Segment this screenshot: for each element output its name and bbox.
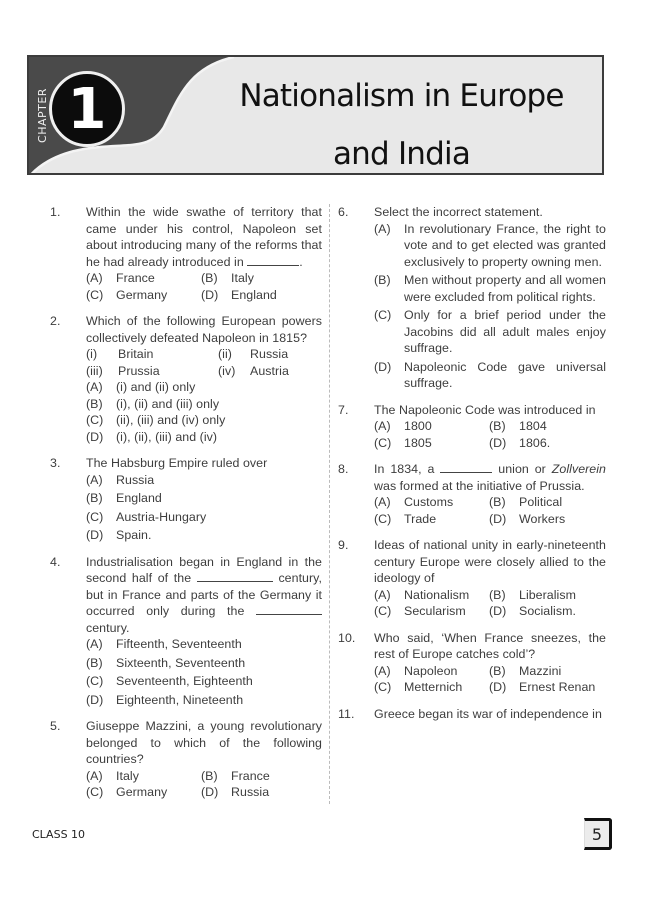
option-a: (A) 1800 xyxy=(374,419,432,433)
fill-in-blank xyxy=(197,571,273,582)
fill-in-blank xyxy=(256,604,322,615)
option-c: (C) Germany xyxy=(86,287,168,302)
question-text: Within the wide swathe of territory that came under his control, Napoleon set about introducing many of the reforms that he had already introduced in . xyxy=(86,205,322,269)
fill-in-blank xyxy=(440,462,492,473)
option-d: (D) England xyxy=(201,287,277,302)
options xyxy=(374,663,606,696)
question-5 xyxy=(50,718,322,801)
option-c: (C) (ii), (iii) and (iv) only xyxy=(86,413,226,427)
question-6 xyxy=(338,204,606,392)
question-number: 5. xyxy=(50,719,61,733)
question-1 xyxy=(50,204,322,303)
option-b: (B) Italy xyxy=(201,271,254,285)
right-column xyxy=(338,204,606,732)
statement-i: (i) Britain xyxy=(86,347,154,361)
question-number: 7. xyxy=(338,402,349,417)
option-c: (C) Germany xyxy=(86,785,168,799)
option-a: (A) In revolutionary France, the right to vote and to get elected was granted exclusively to property owning men. xyxy=(374,221,606,269)
option-b: (B) Mazzini xyxy=(489,663,562,678)
option-c: (C) Trade xyxy=(374,511,437,526)
question-number: 6. xyxy=(338,205,349,219)
question-9 xyxy=(338,537,606,620)
options xyxy=(86,472,322,544)
option-c: (C) Only for a brief period under the Jacobins did all adult males enjoy suffrage. xyxy=(374,308,606,355)
question-11 xyxy=(338,706,606,723)
question-number: 11. xyxy=(338,706,355,721)
question-8 xyxy=(338,461,606,527)
column-divider xyxy=(329,204,330,804)
chapter-title-line-1: Nationalism in Europe xyxy=(239,78,564,114)
question-number: 10. xyxy=(338,630,356,645)
question-7 xyxy=(338,402,606,452)
option-d: (D) Russia xyxy=(201,785,270,799)
question-text: Who said, ‘When France sneezes, the rest of Europe catches cold’? xyxy=(374,630,606,661)
question-2 xyxy=(50,313,322,445)
option-c: (C) Seventeenth, Eighteenth xyxy=(86,674,253,688)
question-text: In 1834, a union or Zollverein was formed at the initiative of Prussia. xyxy=(374,462,606,493)
option-b: (B) England xyxy=(86,491,162,505)
options xyxy=(86,636,322,708)
question-text: Select the incorrect statement. xyxy=(374,205,543,219)
question-text: Greece began its war of independence in xyxy=(374,706,602,721)
option-d: (D) Ernest Renan xyxy=(489,680,596,694)
statements xyxy=(86,346,322,379)
question-text: Ideas of national unity in early-nineteenth century Europe were closely allied to the ideology of xyxy=(374,538,606,585)
question-text: Giuseppe Mazzini, a young revolutionary belonged to which of the following countries? xyxy=(86,719,322,766)
question-text: Industrialisation began in England in the second half of the century, but in France and parts of the Germany it occurred only during the century. xyxy=(86,554,322,635)
option-b: (B) Sixteenth, Seventeenth xyxy=(86,655,246,670)
option-d: (D) 1806. xyxy=(489,435,551,450)
option-d: (D) Workers xyxy=(489,511,566,526)
option-a: (A) Italy xyxy=(86,768,139,783)
statement-iii: (iii) Prussia xyxy=(86,363,160,378)
option-d: (D) (i), (ii), (iii) and (iv) xyxy=(86,429,218,444)
option-a: (A) Nationalism xyxy=(374,587,470,602)
question-10 xyxy=(338,630,606,696)
options xyxy=(86,768,322,801)
option-d: (D) Eighteenth, Nineteenth xyxy=(86,692,244,707)
question-4 xyxy=(50,554,322,709)
statement-ii: (ii) Russia xyxy=(218,347,289,361)
option-b: (B) Men without property and all women were excluded from political rights. xyxy=(374,273,606,304)
option-a: (A) France xyxy=(86,271,155,285)
option-d: (D) Socialism. xyxy=(489,604,576,618)
chapter-title xyxy=(229,67,574,175)
option-b: (B) Liberalism xyxy=(489,587,576,602)
question-text: The Habsburg Empire ruled over xyxy=(86,456,268,470)
options xyxy=(374,587,606,620)
question-number: 8. xyxy=(338,462,349,476)
chapter-number-badge xyxy=(49,71,125,147)
option-a: (A) Fifteenth, Seventeenth xyxy=(86,637,242,651)
question-3 xyxy=(50,455,322,544)
options xyxy=(374,494,606,527)
option-c: (C) 1805 xyxy=(374,435,432,450)
question-number: 9. xyxy=(338,538,349,552)
option-a: (A) Napoleon xyxy=(374,663,458,678)
question-number: 2. xyxy=(50,314,61,328)
fill-in-blank xyxy=(247,255,299,266)
question-number: 3. xyxy=(50,456,61,470)
option-b: (B) (i), (ii) and (iii) only xyxy=(86,396,220,411)
chapter-label: CHAPTER xyxy=(35,88,49,143)
option-c: (C) Austria-Hungary xyxy=(86,509,207,524)
class-label: CLASS 10 xyxy=(32,828,86,841)
chapter-header xyxy=(27,55,604,175)
option-c: (C) Metternich xyxy=(374,680,463,694)
option-a: (A) Customs xyxy=(374,495,454,509)
option-a: (A) (i) and (ii) only xyxy=(86,380,196,394)
question-text: Which of the following European powers collectively defeated Napoleon in 1815? xyxy=(86,314,322,345)
option-d: (D) Napoleonic Code gave universal suffrage. xyxy=(374,359,606,390)
question-text: The Napoleonic Code was introduced in xyxy=(374,402,596,417)
question-number: 4. xyxy=(50,554,61,569)
option-b: (B) France xyxy=(201,768,270,783)
option-a: (A) Russia xyxy=(86,472,155,487)
option-b: (B) Political xyxy=(489,495,563,509)
option-c: (C) Secularism xyxy=(374,604,466,618)
chapter-number: 1 xyxy=(67,77,107,142)
option-d: (D) Spain. xyxy=(86,528,152,542)
options xyxy=(374,221,606,392)
page-number: 5 xyxy=(584,818,612,850)
option-b: (B) 1804 xyxy=(489,419,547,433)
options xyxy=(86,270,322,303)
left-column xyxy=(50,204,322,811)
chapter-title-line-2: and India xyxy=(332,136,471,172)
statement-iv: (iv) Austria xyxy=(218,363,289,378)
options xyxy=(374,418,606,451)
question-number: 1. xyxy=(50,205,61,219)
options xyxy=(86,379,322,445)
